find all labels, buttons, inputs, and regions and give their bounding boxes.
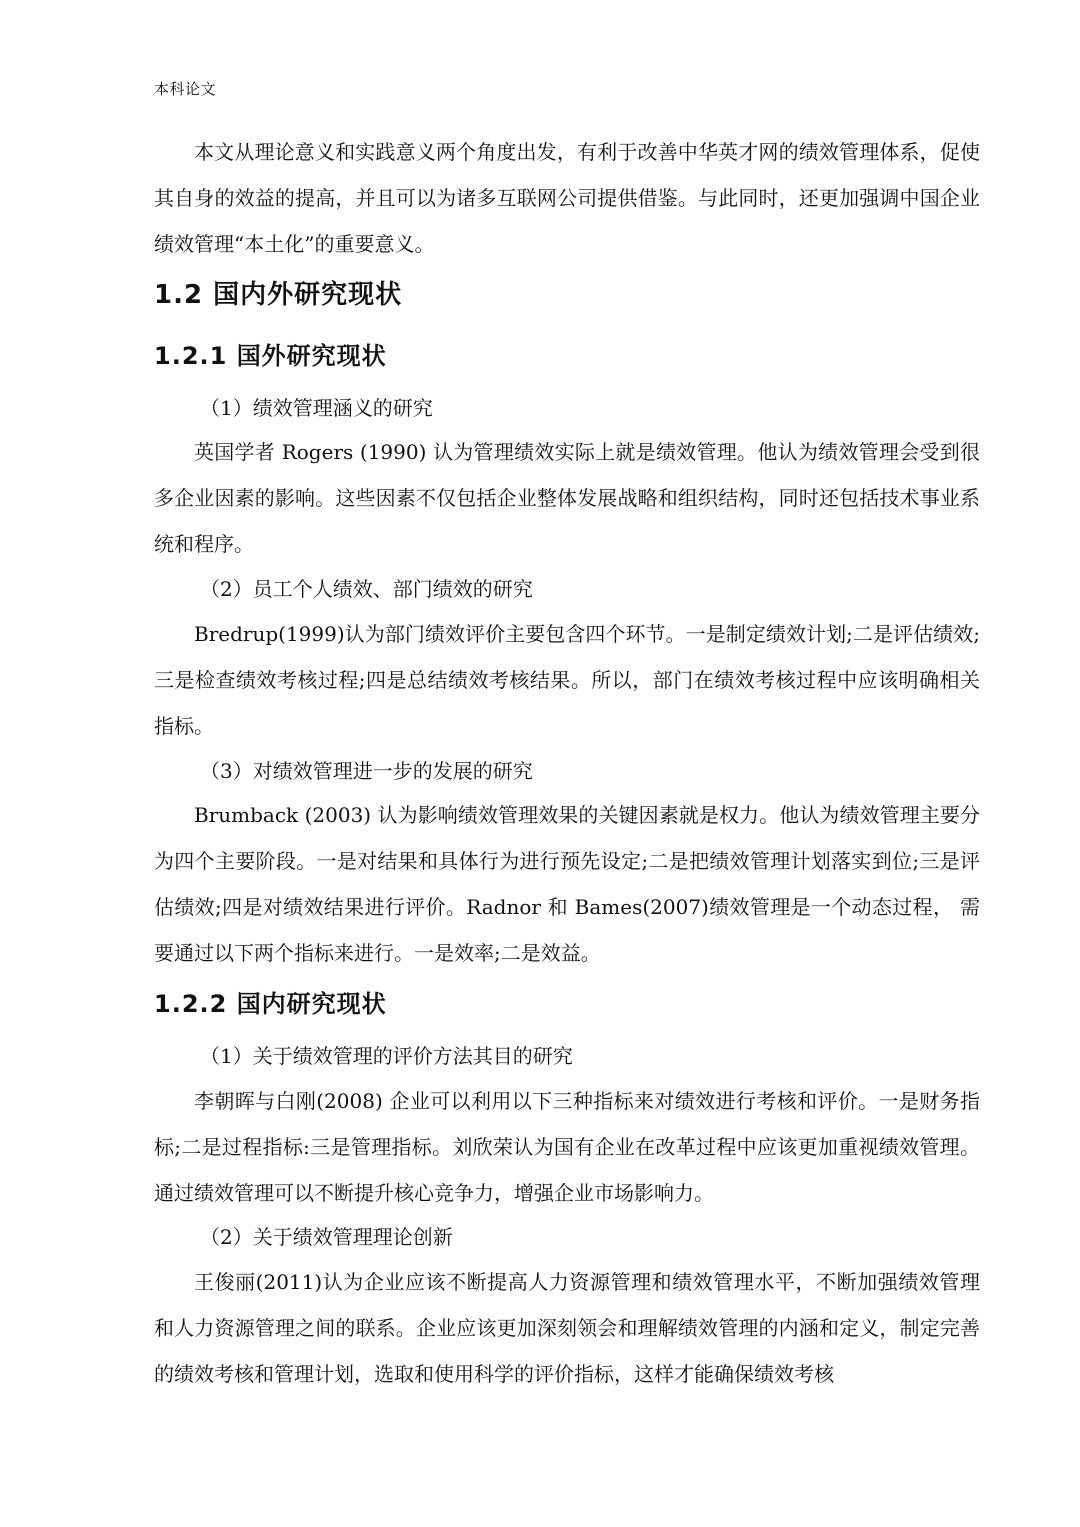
paragraph-bredrup: Bredrup(1999)认为部门绩效评价主要包含四个环节。一是制定绩效计划;二是评估绩效;三是检查绩效考核过程;四是总结绩效考核结果。所以，部门在绩效考核过程中应该明确相关指标。 <box>154 622 980 738</box>
subheading-further-development: （3）对绩效管理进一步的发展的研究 <box>200 759 533 783</box>
section-heading-1-2-2: 1.2.2 国内研究现状 <box>154 990 387 1018</box>
paragraph-wang: 王俊丽(2011)认为企业应该不断提高人力资源管理和绩效管理水平，不断加强绩效管理和人力资源管理之间的联系。企业应该更加深刻领会和理解绩效管理的内涵和定义，制定完善的绩效考核和管理计划，选取和使用科学的评价指标，这样才能确保绩效考核 <box>154 1270 980 1386</box>
section-heading-1-2: 1.2 国内外研究现状 <box>154 280 403 310</box>
subheading-individual-department: （2）员工个人绩效、部门绩效的研究 <box>200 577 533 601</box>
page-header: 本科论文 <box>154 80 217 98</box>
section-heading-1-2-1: 1.2.1 国外研究现状 <box>154 342 387 370</box>
subheading-meaning: （1）绩效管理涵义的研究 <box>200 396 433 420</box>
paragraph-rogers: 英国学者 Rogers (1990) 认为管理绩效实际上就是绩效管理。他认为绩效管理会受到很多企业因素的影响。这些因素不仅包括企业整体发展战略和组织结构，同时还包括技术事业系统和程序。 <box>154 440 980 556</box>
subheading-theory-innovation: （2）关于绩效管理理论创新 <box>200 1225 453 1249</box>
subheading-evaluation-method: （1）关于绩效管理的评价方法其目的研究 <box>200 1044 573 1068</box>
intro-paragraph: 本文从理论意义和实践意义两个角度出发，有利于改善中华英才网的绩效管理体系，促使其自身的效益的提高，并且可以为诸多互联网公司提供借鉴。与此同时，还更加强调中国企业绩效管理“本土化”的重要意义。 <box>154 140 980 256</box>
paragraph-li-bai: 李朝晖与白刚(2008) 企业可以利用以下三种指标来对绩效进行考核和评价。一是财务指标;二是过程指标:三是管理指标。刘欣荣认为国有企业在改革过程中应该更加重视绩效管理。通过绩效管理可以不断提升核心竞争力，增强企业市场影响力。 <box>154 1089 980 1205</box>
paragraph-brumback: Brumback (2003) 认为影响绩效管理效果的关键因素就是权力。他认为绩效管理主要分为四个主要阶段。一是对结果和具体行为进行预先设定;二是把绩效管理计划落实到位;三是评估绩效;四是对绩效结果进行评价。Radnor 和 Bames(2007)绩效管理是一个动态过程， 需要通过以下两个指标来进行。一是效率;二是效益。 <box>154 803 980 965</box>
